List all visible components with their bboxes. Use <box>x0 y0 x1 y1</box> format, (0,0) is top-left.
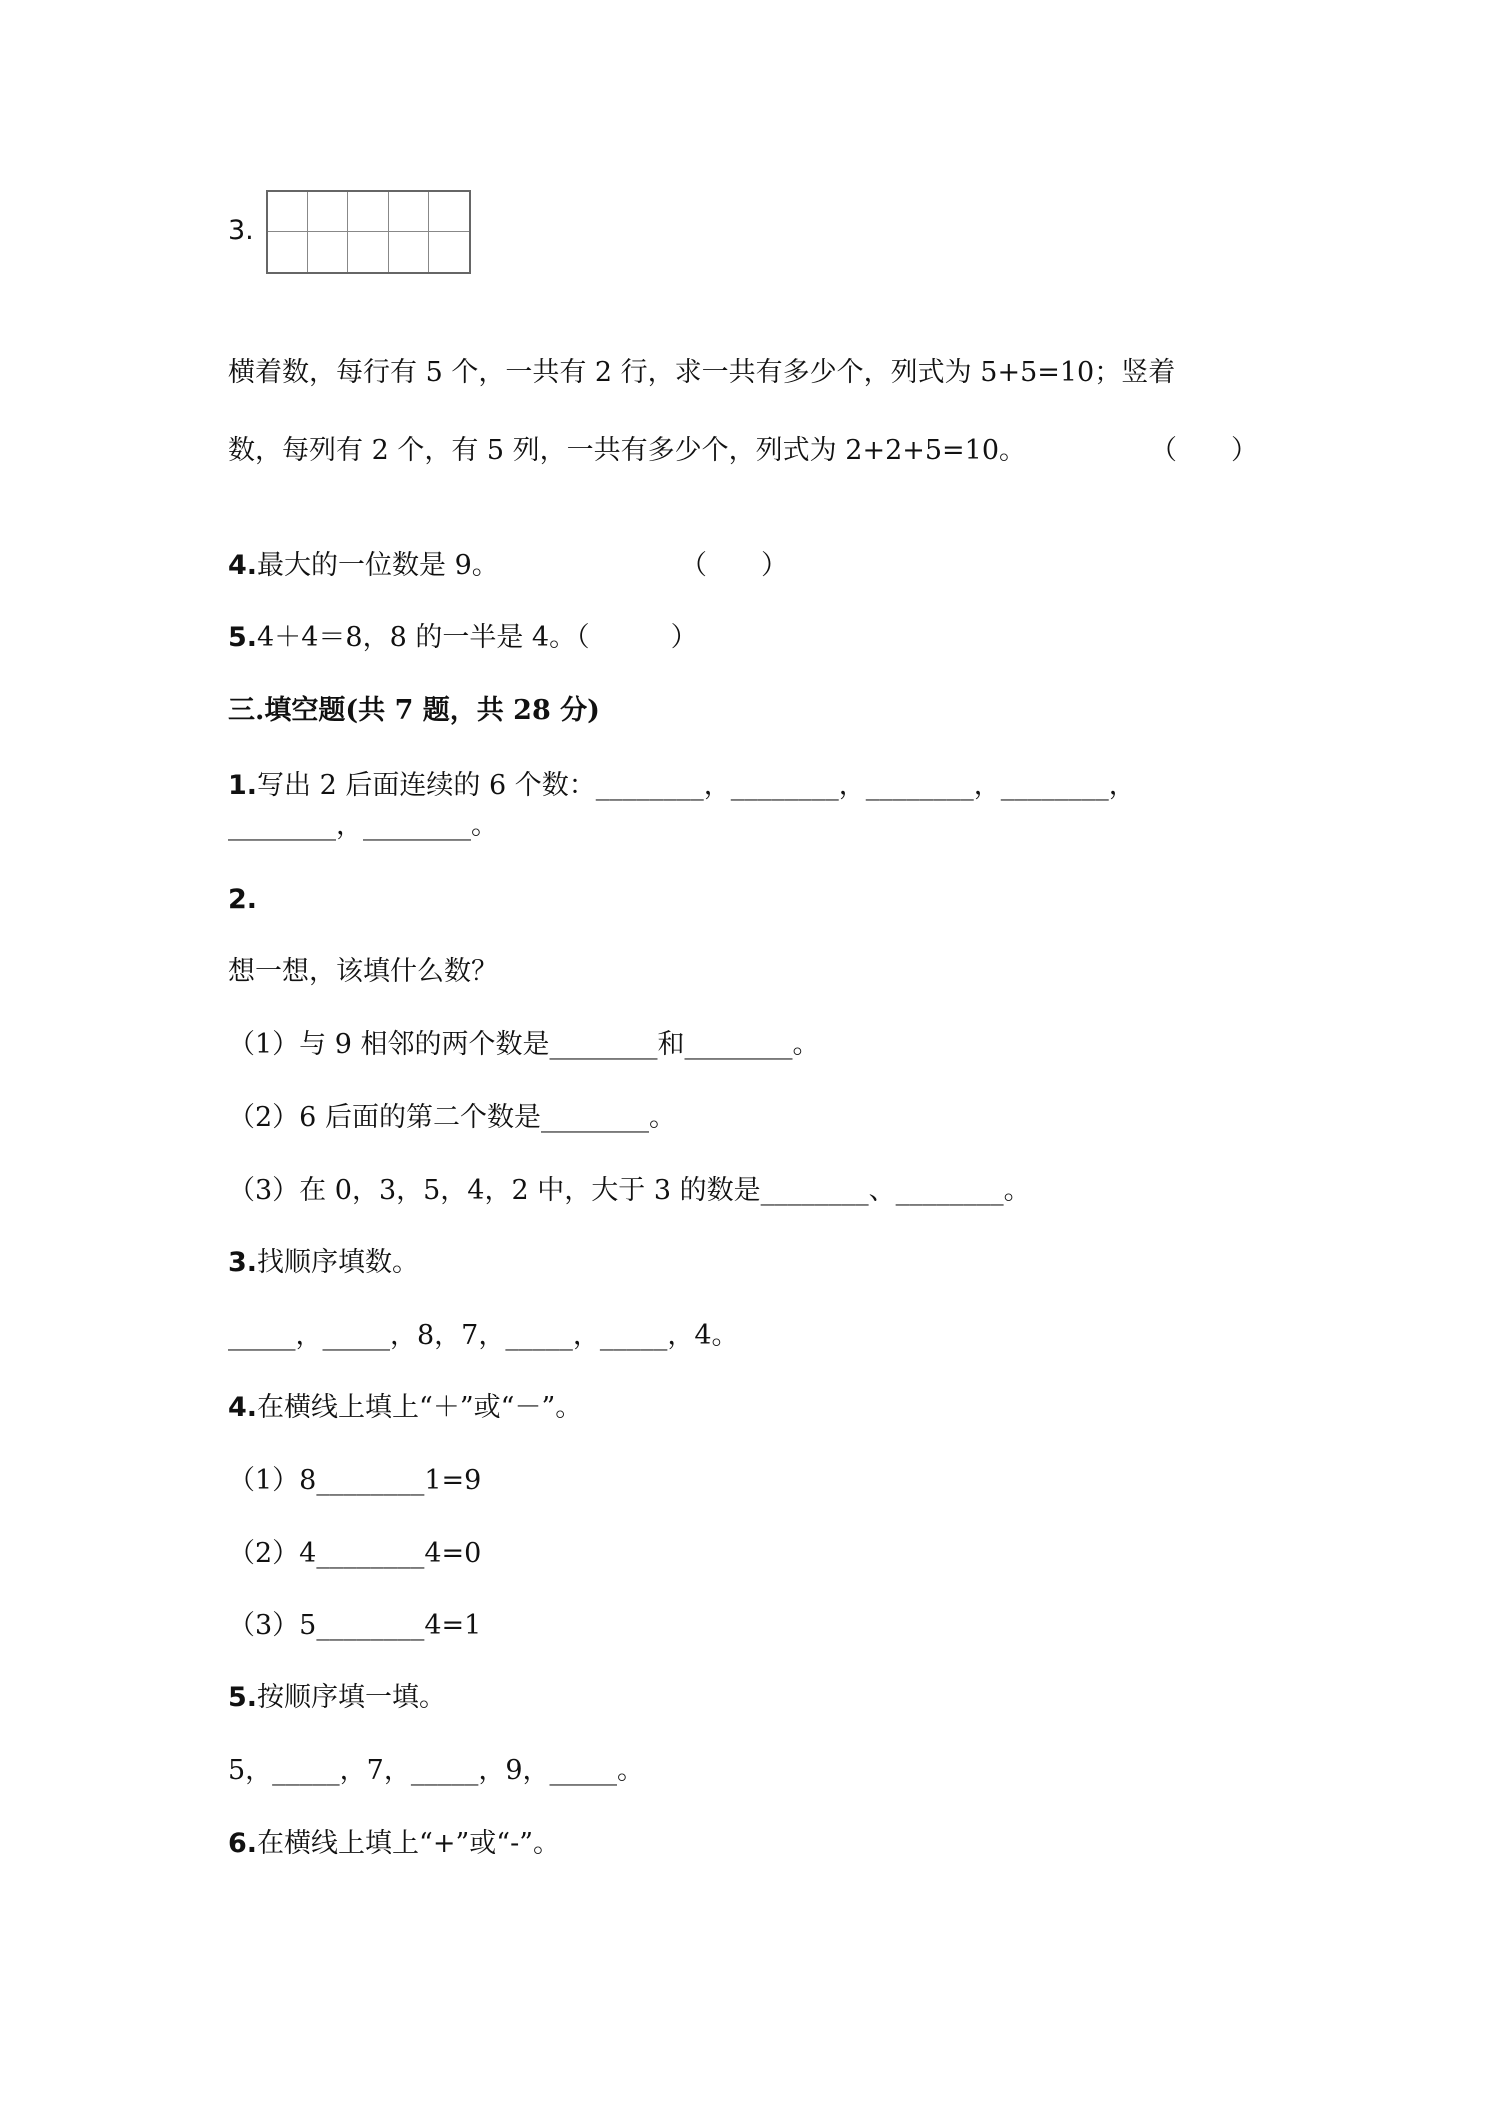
question-3-text-line1: 横着数，每行有 5 个，一共有 2 行，求一共有多少个，列式为 5+5=10；竖着 <box>228 357 1176 388</box>
question-5-number: 5. <box>228 622 258 653</box>
fill-question-3-number: 3. <box>228 1247 258 1278</box>
fill-question-1 <box>228 768 1136 804</box>
fill-question-5-number: 5. <box>228 1682 258 1713</box>
question-3-answer-paren[interactable]: （ ） <box>1150 435 1258 466</box>
fill-question-1-text: 写出 2 后面连续的 6 个数：________，________，________，________， <box>257 770 1136 801</box>
fill-question-3-text: 找顺序填数。 <box>257 1247 420 1278</box>
section-3-heading: 三.填空题(共 7 题，共 28 分) <box>228 695 600 726</box>
grid-cell <box>268 192 308 232</box>
grid-cell <box>308 232 348 272</box>
question-4 <box>228 548 499 584</box>
grid-cell <box>389 232 429 272</box>
fill-question-2-number: 2. <box>228 884 258 915</box>
fill-question-2-item-1: （1）与 9 相邻的两个数是________和________。 <box>228 1029 820 1060</box>
fill-question-6 <box>228 1826 560 1862</box>
fill-question-4-item-3: （3）5________4=1 <box>228 1610 482 1641</box>
fill-question-1-line2: ________，________。 <box>228 810 498 841</box>
grid-cell <box>389 192 429 232</box>
grid-cell <box>348 192 388 232</box>
fill-question-5 <box>228 1680 446 1716</box>
fill-question-2-intro: 想一想，该填什么数？ <box>228 956 498 987</box>
fill-question-6-number: 6. <box>228 1828 258 1859</box>
grid-cell <box>348 232 388 272</box>
ten-frame-grid-figure <box>266 190 471 274</box>
fill-question-5-text: 按顺序填一填。 <box>257 1682 447 1713</box>
fill-question-4-text: 在横线上填上“＋”或“－”。 <box>257 1392 583 1423</box>
question-4-text: 最大的一位数是 9。 <box>257 550 499 581</box>
fill-question-3 <box>228 1245 419 1281</box>
fill-question-4-item-2: （2）4________4=0 <box>228 1538 482 1569</box>
question-3-text-line2: 数，每列有 2 个，有 5 列，一共有多少个，列式为 2+2+5=10。 <box>228 435 1027 466</box>
question-4-answer-paren[interactable]: （ ） <box>680 550 788 581</box>
grid-cell <box>308 192 348 232</box>
grid-cell <box>429 232 469 272</box>
question-4-number: 4. <box>228 550 258 581</box>
fill-question-2-item-3: （3）在 0，3，5，4，2 中，大于 3 的数是________、________。 <box>228 1175 1031 1206</box>
question-3-number: 3. <box>228 215 254 246</box>
question-5 <box>228 620 698 656</box>
fill-question-1-number: 1. <box>228 770 258 801</box>
fill-question-4 <box>228 1390 582 1426</box>
fill-question-5-sequence: 5，_____，7，_____，9，_____。 <box>228 1755 645 1786</box>
grid-cell <box>429 192 469 232</box>
question-5-text: 4＋4＝8，8 的一半是 4。（ ） <box>257 622 698 653</box>
fill-question-2-item-2: （2）6 后面的第二个数是________。 <box>228 1102 676 1133</box>
fill-question-6-text: 在横线上填上“+”或“-”。 <box>257 1828 561 1859</box>
grid-cell <box>268 232 308 272</box>
fill-question-4-item-1: （1）8________1=9 <box>228 1465 482 1496</box>
fill-question-4-number: 4. <box>228 1392 258 1423</box>
fill-question-3-sequence: _____，_____，8，7，_____，_____，4。 <box>228 1320 739 1351</box>
